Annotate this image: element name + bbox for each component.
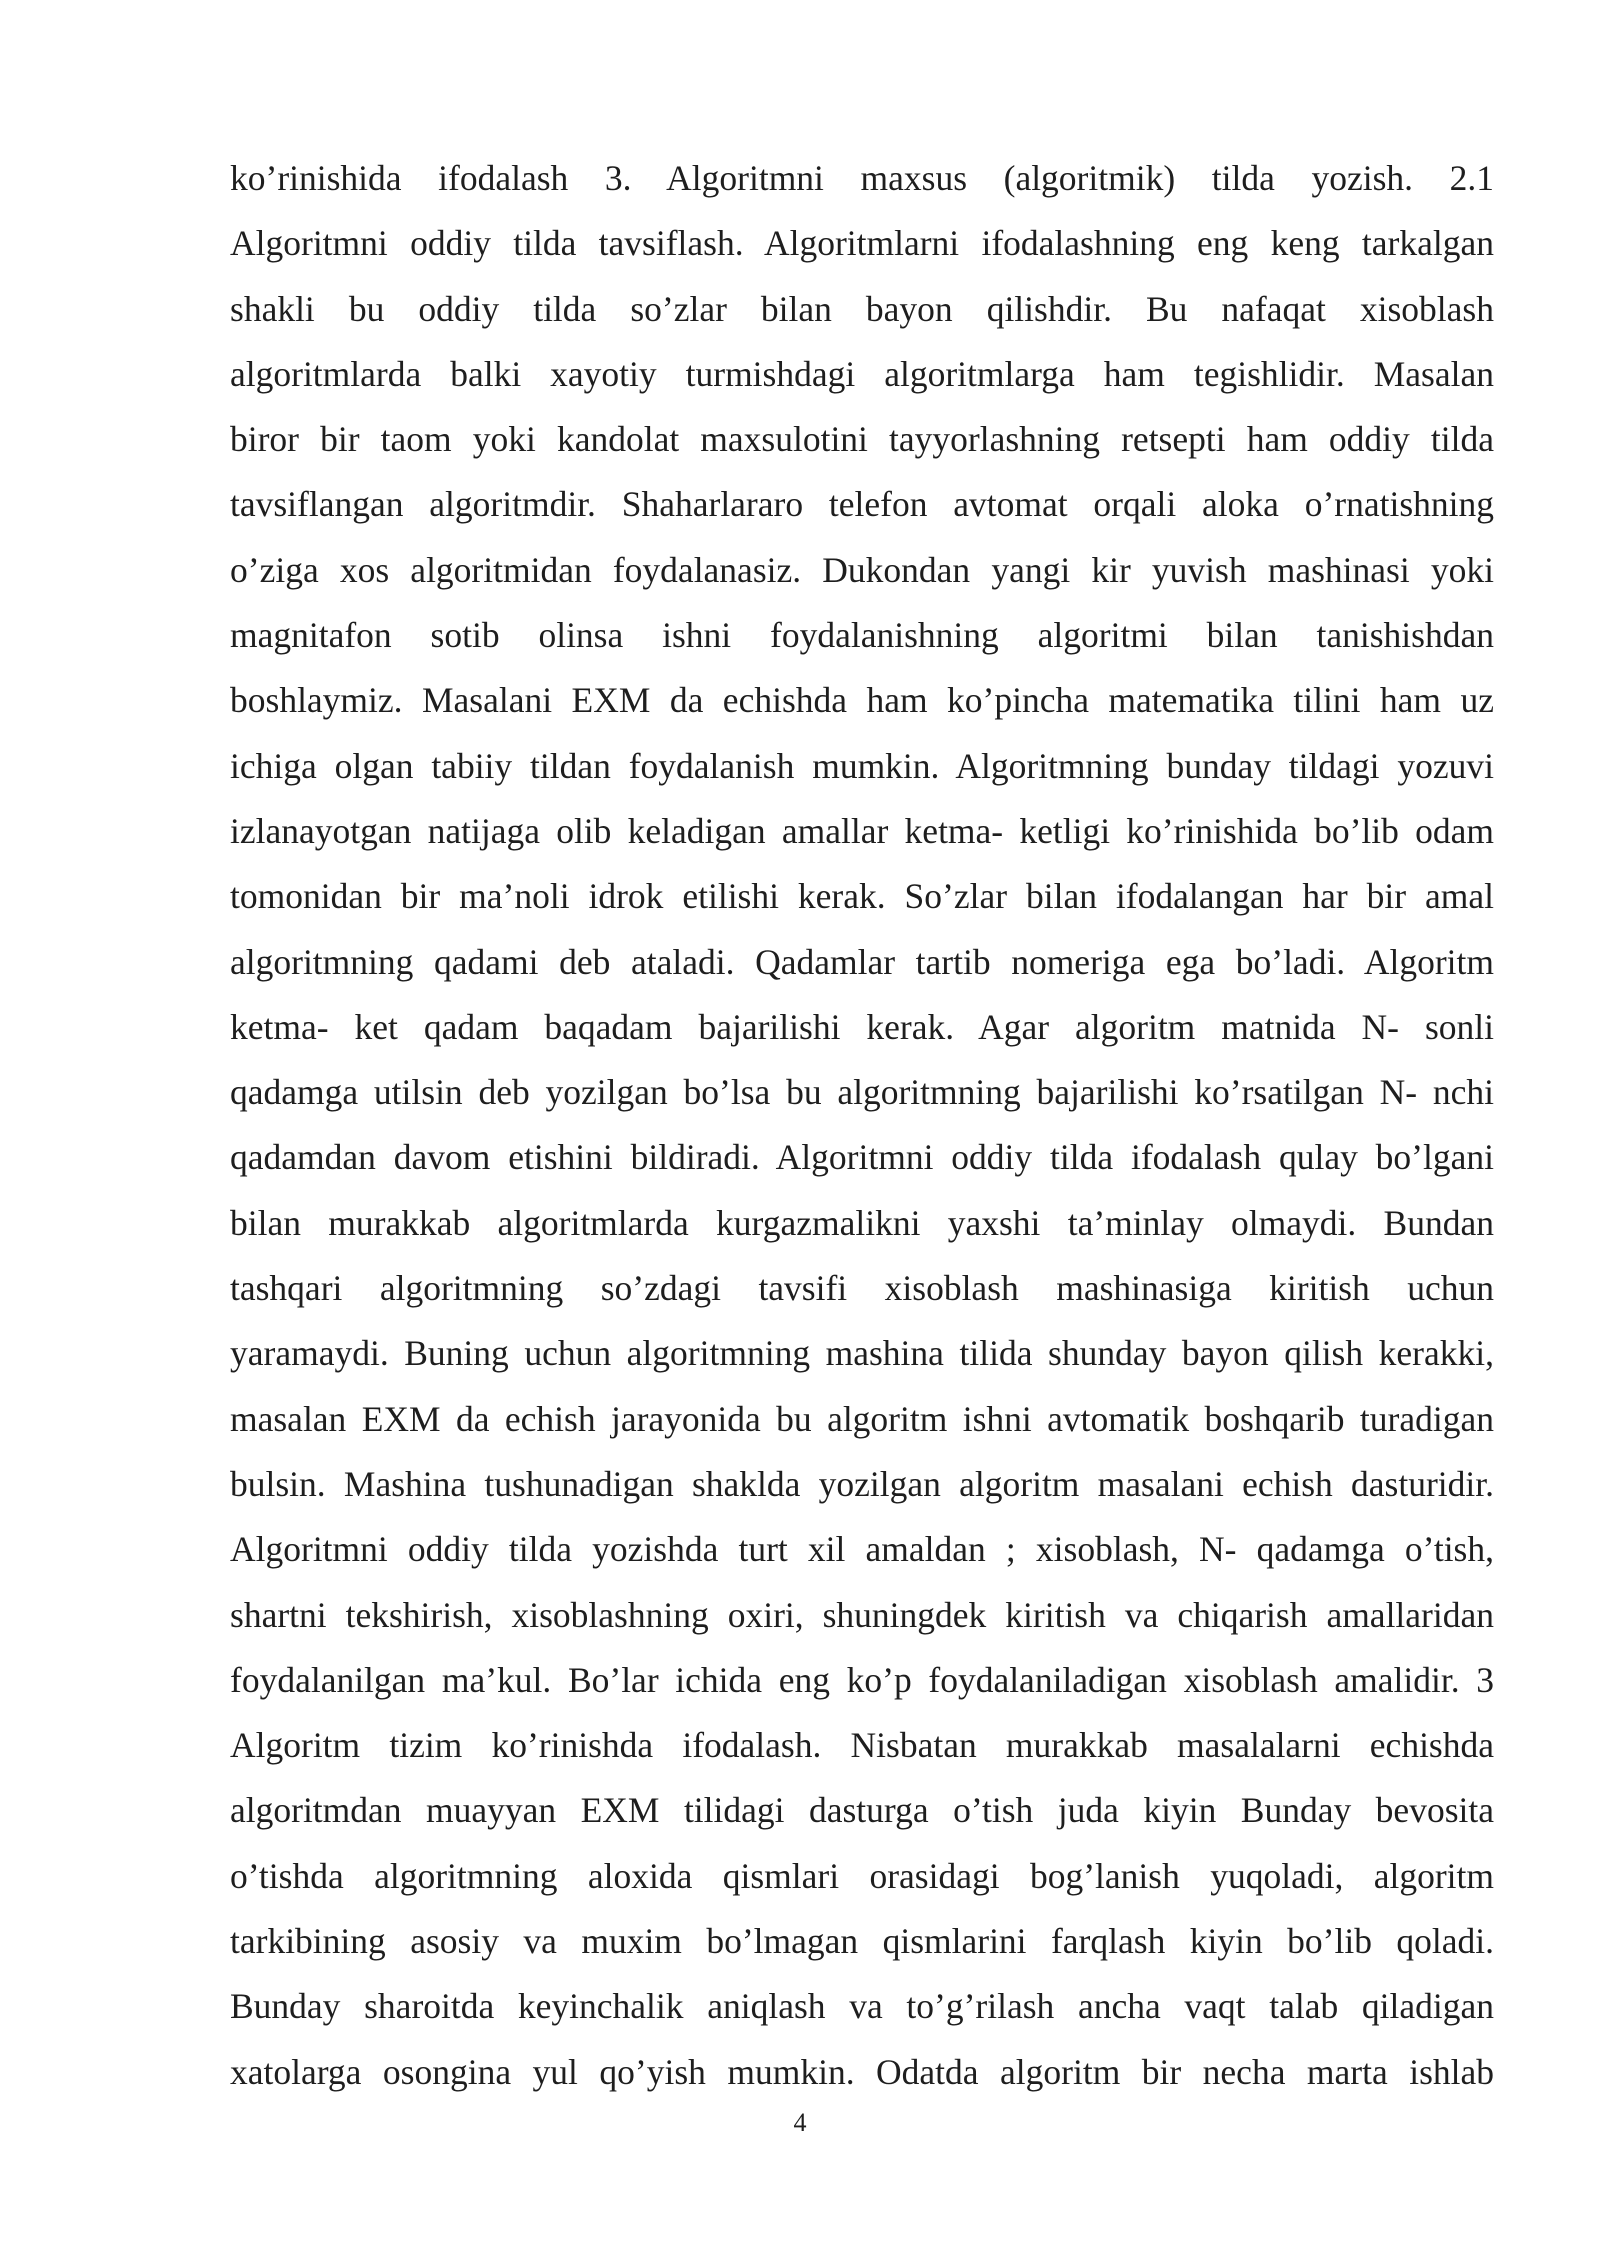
text-line: tomonidan bir ma’noli idrok etilishi kerak. So’zlar bilan ifodalangan har bir amal <box>230 876 1494 917</box>
text-line: biror bir taom yoki kandolat maxsulotini tayyorlashning retsepti ham oddiy tilda <box>230 419 1494 460</box>
text-line: bulsin. Mashina tushunadigan shaklda yozilgan algoritm masalani echish dasturidir. <box>230 1463 1494 1504</box>
text-line: qadamdan davom etishini bildiradi. Algoritmni oddiy tilda ifodalash qulay bo’lgani <box>230 1137 1494 1178</box>
text-line: xatolarga osongina yul qo’yish mumkin. Odatda algoritm bir necha marta ishlab <box>230 2051 1494 2092</box>
text-line: tarkibining asosiy va muxim bo’lmagan qismlarini farqlash kiyin bo’lib qoladi. <box>230 1921 1494 1962</box>
text-line: tashqari algoritmning so’zdagi tavsifi xisoblash mashinasiga kiritish uchun <box>230 1268 1494 1309</box>
text-line: boshlaymiz. Masalani EXM da echishda ham ko’pincha matematika tilini ham uz <box>230 680 1494 721</box>
text-line: ketma- ket qadam baqadam bajarilishi kerak. Agar algoritm matnida N- sonli <box>230 1006 1494 1047</box>
text-line: o’ziga xos algoritmidan foydalanasiz. Dukondan yangi kir yuvish mashinasi yoki <box>230 549 1494 590</box>
text-line: bilan murakkab algoritmlarda kurgazmalikni yaxshi ta’minlay olmaydi. Bundan <box>230 1202 1494 1243</box>
text-line: Bunday sharoitda keyinchalik aniqlash va to’g’rilash ancha vaqt talab qiladigan <box>230 1986 1494 2027</box>
text-line: magnitafon sotib olinsa ishni foydalanishning algoritmi bilan tanishishdan <box>230 615 1494 656</box>
body-text <box>230 146 1494 2105</box>
text-line: algoritmning qadami deb ataladi. Qadamlar tartib nomeriga ega bo’ladi. Algoritm <box>230 941 1494 982</box>
text-line: izlanayotgan natijaga olib keladigan amallar ketma- ketligi ko’rinishida bo’lib odam <box>230 810 1494 851</box>
text-line: ko’rinishida ifodalash 3. Algoritmni maxsus (algoritmik) tilda yozish. 2.1 <box>230 158 1494 198</box>
text-line: tavsiflangan algoritmdir. Shaharlararo telefon avtomat orqali aloka o’rnatishning <box>230 484 1494 525</box>
text-line: o’tishda algoritmning aloxida qismlari orasidagi bog’lanish yuqoladi, algoritm <box>230 1855 1494 1896</box>
text-line: algoritmlarda balki xayotiy turmishdagi algoritmlarga ham tegishlidir. Masalan <box>230 353 1494 394</box>
text-line: yaramaydi. Buning uchun algoritmning mashina tilida shunday bayon qilish kerakki, <box>230 1333 1494 1374</box>
page-number: 4 <box>793 2108 807 2137</box>
text-line: foydalanilgan ma’kul. Bo’lar ichida eng ko’p foydalaniladigan xisoblash amalidir. 3 <box>230 1659 1494 1700</box>
text-line: Algoritmni oddiy tilda yozishda turt xil amaldan ; xisoblash, N- qadamga o’tish, <box>230 1529 1494 1570</box>
text-line: shakli bu oddiy tilda so’zlar bilan bayon qilishdir. Bu nafaqat xisoblash <box>230 288 1494 329</box>
text-line: masalan EXM da echish jarayonida bu algoritm ishni avtomatik boshqarib turadigan <box>230 1398 1494 1439</box>
text-line: Algoritm tizim ko’rinishda ifodalash. Nisbatan murakkab masalalarni echishda <box>230 1725 1494 1766</box>
text-line: qadamga utilsin deb yozilgan bo’lsa bu algoritmning bajarilishi ko’rsatilgan N- nchi <box>230 1072 1494 1113</box>
text-line: shartni tekshirish, xisoblashning oxiri, shuningdek kiritish va chiqarish amallaridan <box>230 1594 1494 1635</box>
text-line: algoritmdan muayyan EXM tilidagi dasturga o’tish juda kiyin Bunday bevosita <box>230 1790 1494 1831</box>
text-line: Algoritmni oddiy tilda tavsiflash. Algoritmlarni ifodalashning eng keng tarkalgan <box>230 223 1494 264</box>
text-line: ichiga olgan tabiiy tildan foydalanish mumkin. Algoritmning bunday tildagi yozuvi <box>230 745 1494 786</box>
